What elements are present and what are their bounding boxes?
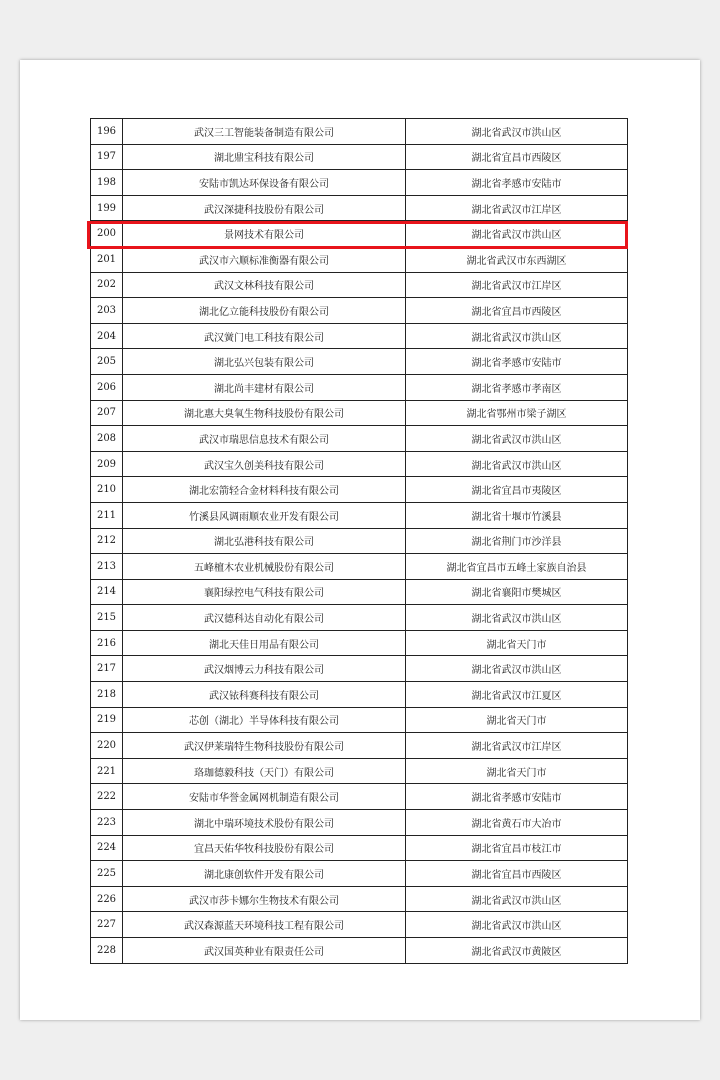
table-row [91, 707, 628, 733]
row-number: 203 [91, 298, 123, 324]
company-location: 湖北省武汉市洪山区 [406, 886, 628, 912]
table-row [91, 554, 628, 580]
company-name: 竹溪县风调雨顺农业开发有限公司 [123, 502, 406, 528]
company-location: 湖北省武汉市洪山区 [406, 426, 628, 452]
row-number: 196 [91, 119, 123, 145]
row-number: 197 [91, 144, 123, 170]
table-row [91, 886, 628, 912]
company-name: 景网技术有限公司 [123, 221, 406, 247]
company-list-table [90, 118, 628, 964]
table-row [91, 374, 628, 400]
table-row [91, 221, 628, 247]
company-name: 湖北亿立能科技股份有限公司 [123, 298, 406, 324]
table-row [91, 502, 628, 528]
row-number: 210 [91, 477, 123, 503]
company-location: 湖北省襄阳市樊城区 [406, 579, 628, 605]
company-location: 湖北省武汉市东西湖区 [406, 246, 628, 272]
company-location: 湖北省黄石市大冶市 [406, 810, 628, 836]
row-number: 213 [91, 554, 123, 580]
company-location: 湖北省武汉市洪山区 [406, 221, 628, 247]
table-row [91, 272, 628, 298]
table-row [91, 938, 628, 964]
company-location: 湖北省荆门市沙洋县 [406, 528, 628, 554]
company-location: 湖北省武汉市江岸区 [406, 195, 628, 221]
table-body [91, 119, 628, 964]
row-number: 228 [91, 938, 123, 964]
row-number: 220 [91, 733, 123, 759]
company-name: 湖北弘港科技有限公司 [123, 528, 406, 554]
company-name: 湖北宏箭轻合金材料科技有限公司 [123, 477, 406, 503]
company-name: 安陆市凯达环保设备有限公司 [123, 170, 406, 196]
company-location: 湖北省孝感市孝南区 [406, 374, 628, 400]
company-name: 武汉铱科赛科技有限公司 [123, 682, 406, 708]
row-number: 199 [91, 195, 123, 221]
table-row [91, 579, 628, 605]
row-number: 208 [91, 426, 123, 452]
company-location: 湖北省天门市 [406, 758, 628, 784]
company-location: 湖北省武汉市洪山区 [406, 323, 628, 349]
company-location: 湖北省武汉市洪山区 [406, 912, 628, 938]
company-name: 芯创（湖北）半导体科技有限公司 [123, 707, 406, 733]
table-row [91, 144, 628, 170]
row-number: 217 [91, 656, 123, 682]
table-row [91, 323, 628, 349]
company-location: 湖北省宜昌市西陵区 [406, 144, 628, 170]
company-location: 湖北省武汉市江岸区 [406, 733, 628, 759]
company-name: 武汉三工智能装备制造有限公司 [123, 119, 406, 145]
company-location: 湖北省武汉市洪山区 [406, 119, 628, 145]
company-location: 湖北省宜昌市夷陵区 [406, 477, 628, 503]
company-location: 湖北省武汉市洪山区 [406, 451, 628, 477]
company-location: 湖北省天门市 [406, 707, 628, 733]
table-row [91, 733, 628, 759]
company-name: 湖北弘兴包装有限公司 [123, 349, 406, 375]
table-row [91, 835, 628, 861]
company-name: 宜昌天佑华牧科技股份有限公司 [123, 835, 406, 861]
row-number: 225 [91, 861, 123, 887]
row-number: 222 [91, 784, 123, 810]
company-location: 湖北省孝感市安陆市 [406, 349, 628, 375]
table-row [91, 349, 628, 375]
row-number: 202 [91, 272, 123, 298]
company-name: 湖北中瑞环境技术股份有限公司 [123, 810, 406, 836]
company-name: 武汉国英种业有限责任公司 [123, 938, 406, 964]
row-number: 214 [91, 579, 123, 605]
company-location: 湖北省宜昌市西陵区 [406, 298, 628, 324]
row-number: 216 [91, 630, 123, 656]
table-row [91, 758, 628, 784]
company-location: 湖北省武汉市江夏区 [406, 682, 628, 708]
row-number: 204 [91, 323, 123, 349]
company-name: 武汉森源蓝天环境科技工程有限公司 [123, 912, 406, 938]
row-number: 218 [91, 682, 123, 708]
company-name: 湖北尚丰建材有限公司 [123, 374, 406, 400]
row-number: 226 [91, 886, 123, 912]
company-location: 湖北省宜昌市五峰土家族自治县 [406, 554, 628, 580]
company-name: 武汉深捷科技股份有限公司 [123, 195, 406, 221]
table-row [91, 630, 628, 656]
table-row [91, 170, 628, 196]
table-row [91, 246, 628, 272]
company-name: 五峰檀木农业机械股份有限公司 [123, 554, 406, 580]
company-name: 武汉市瑞思信息技术有限公司 [123, 426, 406, 452]
company-name: 安陆市华誉金属网机制造有限公司 [123, 784, 406, 810]
company-name: 武汉宝久创美科技有限公司 [123, 451, 406, 477]
table-row [91, 119, 628, 145]
table-row [91, 784, 628, 810]
table-row [91, 656, 628, 682]
table-row [91, 605, 628, 631]
row-number: 211 [91, 502, 123, 528]
company-location: 湖北省武汉市洪山区 [406, 656, 628, 682]
table-row [91, 298, 628, 324]
row-number: 212 [91, 528, 123, 554]
table-row [91, 861, 628, 887]
document-page [20, 60, 700, 1020]
table-row [91, 810, 628, 836]
table-row [91, 451, 628, 477]
row-number: 221 [91, 758, 123, 784]
row-number: 198 [91, 170, 123, 196]
company-name: 武汉德科达自动化有限公司 [123, 605, 406, 631]
company-location: 湖北省武汉市黄陂区 [406, 938, 628, 964]
row-number: 219 [91, 707, 123, 733]
company-location: 湖北省孝感市安陆市 [406, 784, 628, 810]
company-location: 湖北省武汉市洪山区 [406, 605, 628, 631]
table-row [91, 912, 628, 938]
row-number: 209 [91, 451, 123, 477]
company-location: 湖北省鄂州市梁子湖区 [406, 400, 628, 426]
company-location: 湖北省孝感市安陆市 [406, 170, 628, 196]
row-number: 205 [91, 349, 123, 375]
company-location: 湖北省宜昌市西陵区 [406, 861, 628, 887]
row-number: 223 [91, 810, 123, 836]
table-row [91, 426, 628, 452]
company-location: 湖北省十堰市竹溪县 [406, 502, 628, 528]
company-name: 珞珈德毅科技（天门）有限公司 [123, 758, 406, 784]
company-name: 湖北惠大臭氧生物科技股份有限公司 [123, 400, 406, 426]
company-name: 武汉文林科技有限公司 [123, 272, 406, 298]
company-name: 湖北天佳日用品有限公司 [123, 630, 406, 656]
company-location: 湖北省天门市 [406, 630, 628, 656]
company-name: 武汉黉门电工科技有限公司 [123, 323, 406, 349]
company-name: 湖北康创软件开发有限公司 [123, 861, 406, 887]
company-name: 武汉烟博云力科技有限公司 [123, 656, 406, 682]
table-row [91, 682, 628, 708]
row-number: 224 [91, 835, 123, 861]
table-row [91, 477, 628, 503]
company-name: 武汉市莎卡娜尔生物技术有限公司 [123, 886, 406, 912]
row-number: 200 [91, 221, 123, 247]
company-name: 武汉伊莱瑞特生物科技股份有限公司 [123, 733, 406, 759]
row-number: 215 [91, 605, 123, 631]
row-number: 206 [91, 374, 123, 400]
table-row [91, 528, 628, 554]
row-number: 227 [91, 912, 123, 938]
company-name: 襄阳绿控电气科技有限公司 [123, 579, 406, 605]
table-row [91, 400, 628, 426]
company-name: 武汉市六顺标准衡器有限公司 [123, 246, 406, 272]
row-number: 201 [91, 246, 123, 272]
company-location: 湖北省宜昌市枝江市 [406, 835, 628, 861]
company-name: 湖北鼎宝科技有限公司 [123, 144, 406, 170]
row-number: 207 [91, 400, 123, 426]
company-location: 湖北省武汉市江岸区 [406, 272, 628, 298]
table-row [91, 195, 628, 221]
